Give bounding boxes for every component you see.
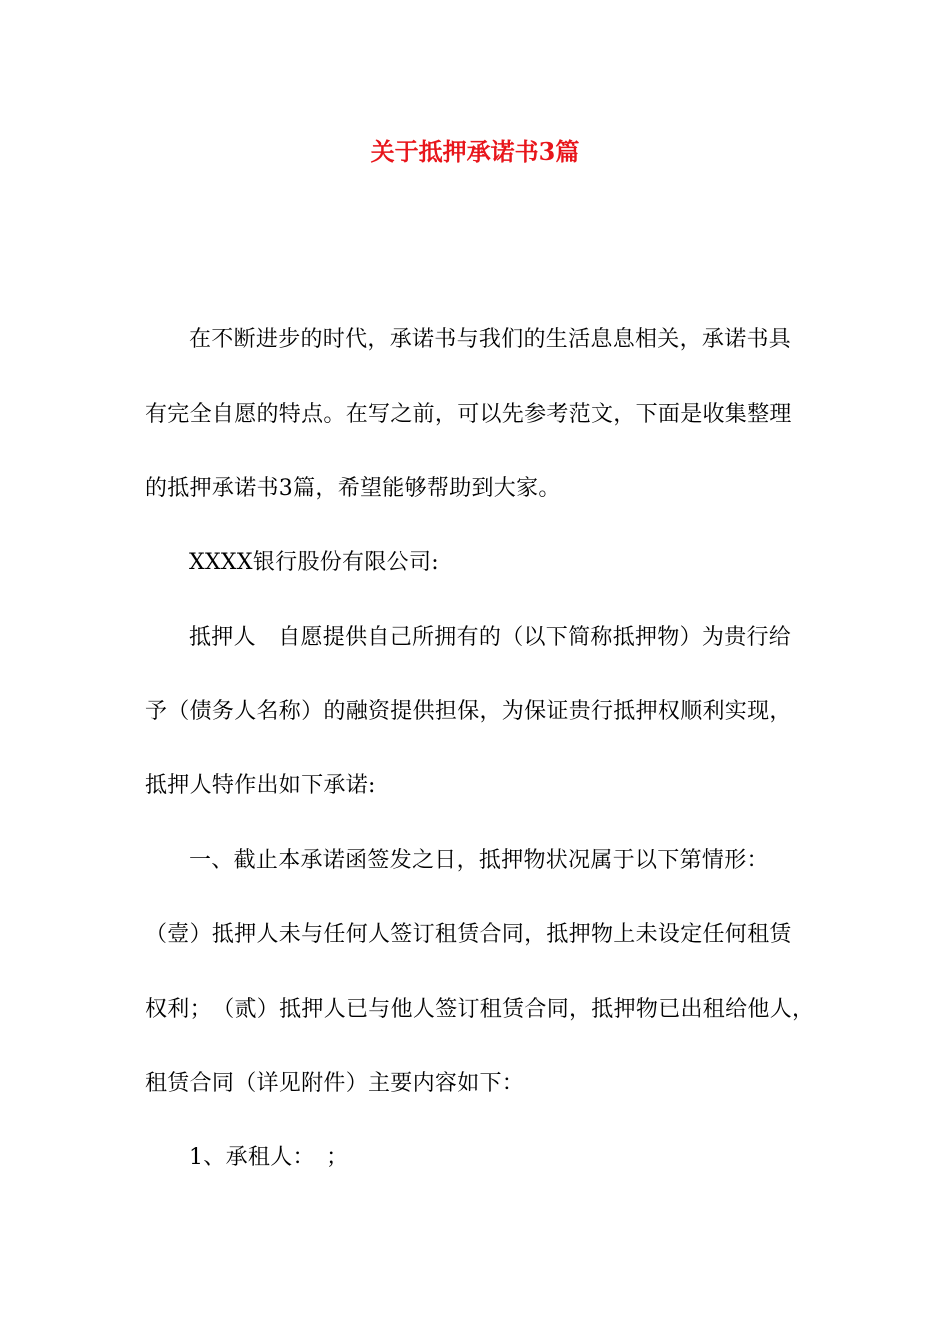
paragraph-line: （壹）抵押人未与任何人签订租赁合同，抵押物上未设定任何租赁 xyxy=(145,922,792,947)
paragraph-line: 租赁合同（详见附件）主要内容如下： xyxy=(145,1071,525,1096)
paragraph-line: 抵押人 自愿提供自己所拥有的（以下简称抵押物）为贵行给 xyxy=(189,625,792,650)
paragraph-line: 一、截止本承诺函签发之日，抵押物状况属于以下第情形： xyxy=(189,848,769,873)
paragraph-line: 有完全自愿的特点。在写之前，可以先参考范文，下面是收集整理 xyxy=(145,402,792,427)
paragraph-line: 1、承租人： ； xyxy=(189,1145,349,1170)
paragraph-line: 抵押人特作出如下承诺: xyxy=(145,773,376,798)
paragraph-line: 在不断进步的时代，承诺书与我们的生活息息相关，承诺书具 xyxy=(189,327,792,352)
document-title: 关于抵押承诺书3篇 xyxy=(370,137,580,166)
paragraph-line: 权利； （贰）抵押人已与他人签订租赁合同，抵押物已出租给他人， xyxy=(145,997,815,1022)
paragraph-line: 予（债务人名称）的融资提供担保，为保证贵行抵押权顺利实现， xyxy=(145,699,792,724)
salutation-line: XXXX银行股份有限公司: xyxy=(189,550,439,575)
paragraph-line: 的抵押承诺书3篇，希望能够帮助到大家。 xyxy=(145,476,561,501)
